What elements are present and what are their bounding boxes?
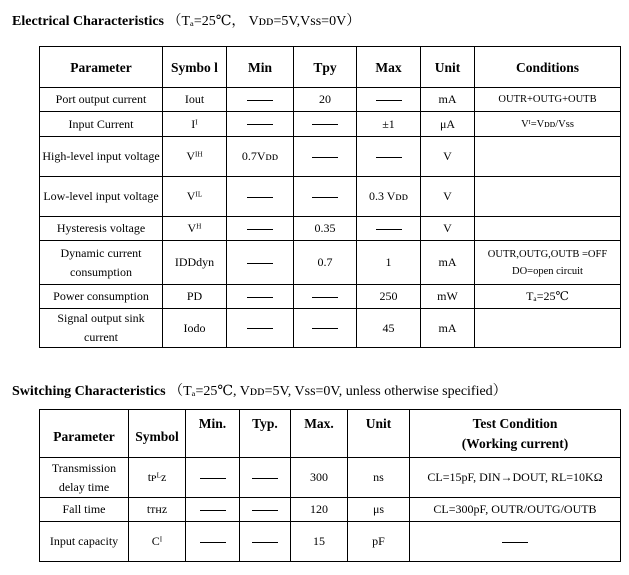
col-header-max: Max. [291, 410, 348, 458]
cell-typ [294, 112, 357, 137]
dash-mark [252, 510, 278, 511]
table-header-row [40, 410, 621, 458]
col-header-max: Max [357, 47, 421, 88]
cell-parameter: Hysteresis voltage [40, 217, 163, 241]
cell-min [186, 522, 240, 562]
cell-typ [294, 177, 357, 217]
cell-symbol: Cᴵ [129, 522, 186, 562]
cell-unit: μA [421, 112, 475, 137]
cell-unit: mA [421, 241, 475, 285]
cell-typ: 0.7 [294, 241, 357, 285]
dash-mark [247, 197, 273, 198]
col-header-unit: Unit [348, 410, 410, 458]
cell-min [227, 241, 294, 285]
cell-min [227, 309, 294, 348]
table-row [40, 498, 621, 522]
cell-unit: V [421, 217, 475, 241]
cell-symbol: tᴛʜᴢ [129, 498, 186, 522]
table-header-row [40, 47, 621, 88]
cell-parameter: High-level input voltage [40, 137, 163, 177]
dash-mark [312, 328, 338, 329]
cell-max: 0.3 Vᴅᴅ [357, 177, 421, 217]
electrical-title: Electrical Characteristics [12, 14, 164, 29]
cell-typ [294, 285, 357, 309]
cell-typ [240, 498, 291, 522]
dash-mark [200, 542, 226, 543]
cell-max: 300 [291, 458, 348, 498]
cell-symbol: Vᴴ [163, 217, 227, 241]
cell-condition: OUTR+OUTG+OUTB [475, 88, 621, 112]
dash-mark [200, 478, 226, 479]
col-header-symbol: Symbo l [163, 47, 227, 88]
table-row [40, 522, 621, 562]
cell-min [186, 498, 240, 522]
cell-min [227, 177, 294, 217]
cell-max [357, 217, 421, 241]
cell-min [186, 458, 240, 498]
dash-mark [376, 157, 402, 158]
cell-parameter: Input Current [40, 112, 163, 137]
cell-condition [475, 217, 621, 241]
table-row [40, 309, 621, 348]
dash-mark [376, 100, 402, 101]
col-header-symbol: Symbol [129, 410, 186, 458]
cell-symbol: Vᴵᴸ [163, 177, 227, 217]
dash-mark [502, 542, 528, 543]
cell-condition: CL=15pF, DIN→DOUT, RL=10KΩ [410, 458, 621, 498]
table-row [40, 88, 621, 112]
electrical-conditions: （Tₐ=25℃， Vᴅᴅ=5V,Vss=0V） [167, 14, 361, 29]
cell-typ: 20 [294, 88, 357, 112]
switching-table [39, 409, 621, 562]
col-header-typ: Typ. [240, 410, 291, 458]
table-row [40, 137, 621, 177]
dash-mark [247, 328, 273, 329]
cell-min: 0.7Vᴅᴅ [227, 137, 294, 177]
col-header-typ: Tpy [294, 47, 357, 88]
cell-condition [475, 137, 621, 177]
cell-typ [240, 458, 291, 498]
cell-parameter: Signal output sink current [40, 309, 163, 348]
electrical-table [39, 46, 621, 348]
dash-mark [312, 157, 338, 158]
cell-min [227, 112, 294, 137]
cell-max: ±1 [357, 112, 421, 137]
col-header-min: Min. [186, 410, 240, 458]
switching-heading [12, 380, 507, 400]
cell-parameter: Fall time [40, 498, 129, 522]
cell-parameter: Input capacity [40, 522, 129, 562]
dash-mark [247, 229, 273, 230]
cell-max: 45 [357, 309, 421, 348]
cell-unit: mA [421, 88, 475, 112]
table-row [40, 458, 621, 498]
cell-typ: 0.35 [294, 217, 357, 241]
cell-max [357, 137, 421, 177]
cell-unit: μs [348, 498, 410, 522]
dash-mark [252, 478, 278, 479]
col-header-parameter: Parameter [40, 410, 129, 458]
cell-symbol: tᴘᴸᴢ [129, 458, 186, 498]
working-current-label: (Working current) [461, 435, 569, 451]
switching-conditions: （Tₐ=25℃, Vᴅᴅ=5V, Vss=0V, unless otherwise specified） [169, 384, 507, 399]
cell-unit: V [421, 137, 475, 177]
table-row [40, 241, 621, 285]
col-header-test-condition [410, 410, 621, 458]
cell-typ [240, 522, 291, 562]
cell-typ [294, 137, 357, 177]
cell-symbol: Iᴵ [163, 112, 227, 137]
cell-condition: CL=300pF, OUTR/OUTG/OUTB [410, 498, 621, 522]
cell-typ [294, 309, 357, 348]
electrical-heading [12, 10, 360, 30]
table-row [40, 285, 621, 309]
cell-parameter: Port output current [40, 88, 163, 112]
cell-unit: mW [421, 285, 475, 309]
cell-max: 250 [357, 285, 421, 309]
dash-mark [312, 124, 338, 125]
cell-condition [475, 177, 621, 217]
cell-min [227, 285, 294, 309]
cell-min [227, 88, 294, 112]
dash-mark [247, 297, 273, 298]
cell-parameter: Low-level input voltage [40, 177, 163, 217]
table-row [40, 177, 621, 217]
cell-max [357, 88, 421, 112]
cell-unit: pF [348, 522, 410, 562]
test-condition-label: Test Condition [472, 415, 558, 431]
cell-condition: Vᴵ=Vᴅᴅ/Vss [475, 112, 621, 137]
dash-mark [247, 124, 273, 125]
cell-condition: Tₐ=25℃ [475, 285, 621, 309]
cell-unit: mA [421, 309, 475, 348]
dash-mark [247, 100, 273, 101]
col-header-parameter: Parameter [40, 47, 163, 88]
table-row [40, 112, 621, 137]
cell-condition: OUTR,OUTG,OUTB =OFF DO=open circuit [475, 241, 621, 285]
col-header-conditions: Conditions [475, 47, 621, 88]
dash-mark [247, 263, 273, 264]
cell-parameter: Power consumption [40, 285, 163, 309]
cell-symbol: Iout [163, 88, 227, 112]
dash-mark [252, 542, 278, 543]
cell-parameter: Dynamic current consumption [40, 241, 163, 285]
cell-max: 1 [357, 241, 421, 285]
cell-symbol: IDDdyn [163, 241, 227, 285]
cell-condition [475, 309, 621, 348]
cell-symbol: Iodo [163, 309, 227, 348]
cell-condition [410, 522, 621, 562]
cell-parameter: Transmission delay time [40, 458, 129, 498]
dash-mark [312, 297, 338, 298]
dash-mark [376, 229, 402, 230]
cell-max: 15 [291, 522, 348, 562]
col-header-unit: Unit [421, 47, 475, 88]
table-row [40, 217, 621, 241]
cell-max: 120 [291, 498, 348, 522]
cell-symbol: Vᴵᴴ [163, 137, 227, 177]
cell-symbol: PD [163, 285, 227, 309]
switching-title: Switching Characteristics [12, 384, 166, 399]
cell-unit: V [421, 177, 475, 217]
dash-mark [200, 510, 226, 511]
cell-min [227, 217, 294, 241]
col-header-min: Min [227, 47, 294, 88]
dash-mark [312, 197, 338, 198]
cell-unit: ns [348, 458, 410, 498]
